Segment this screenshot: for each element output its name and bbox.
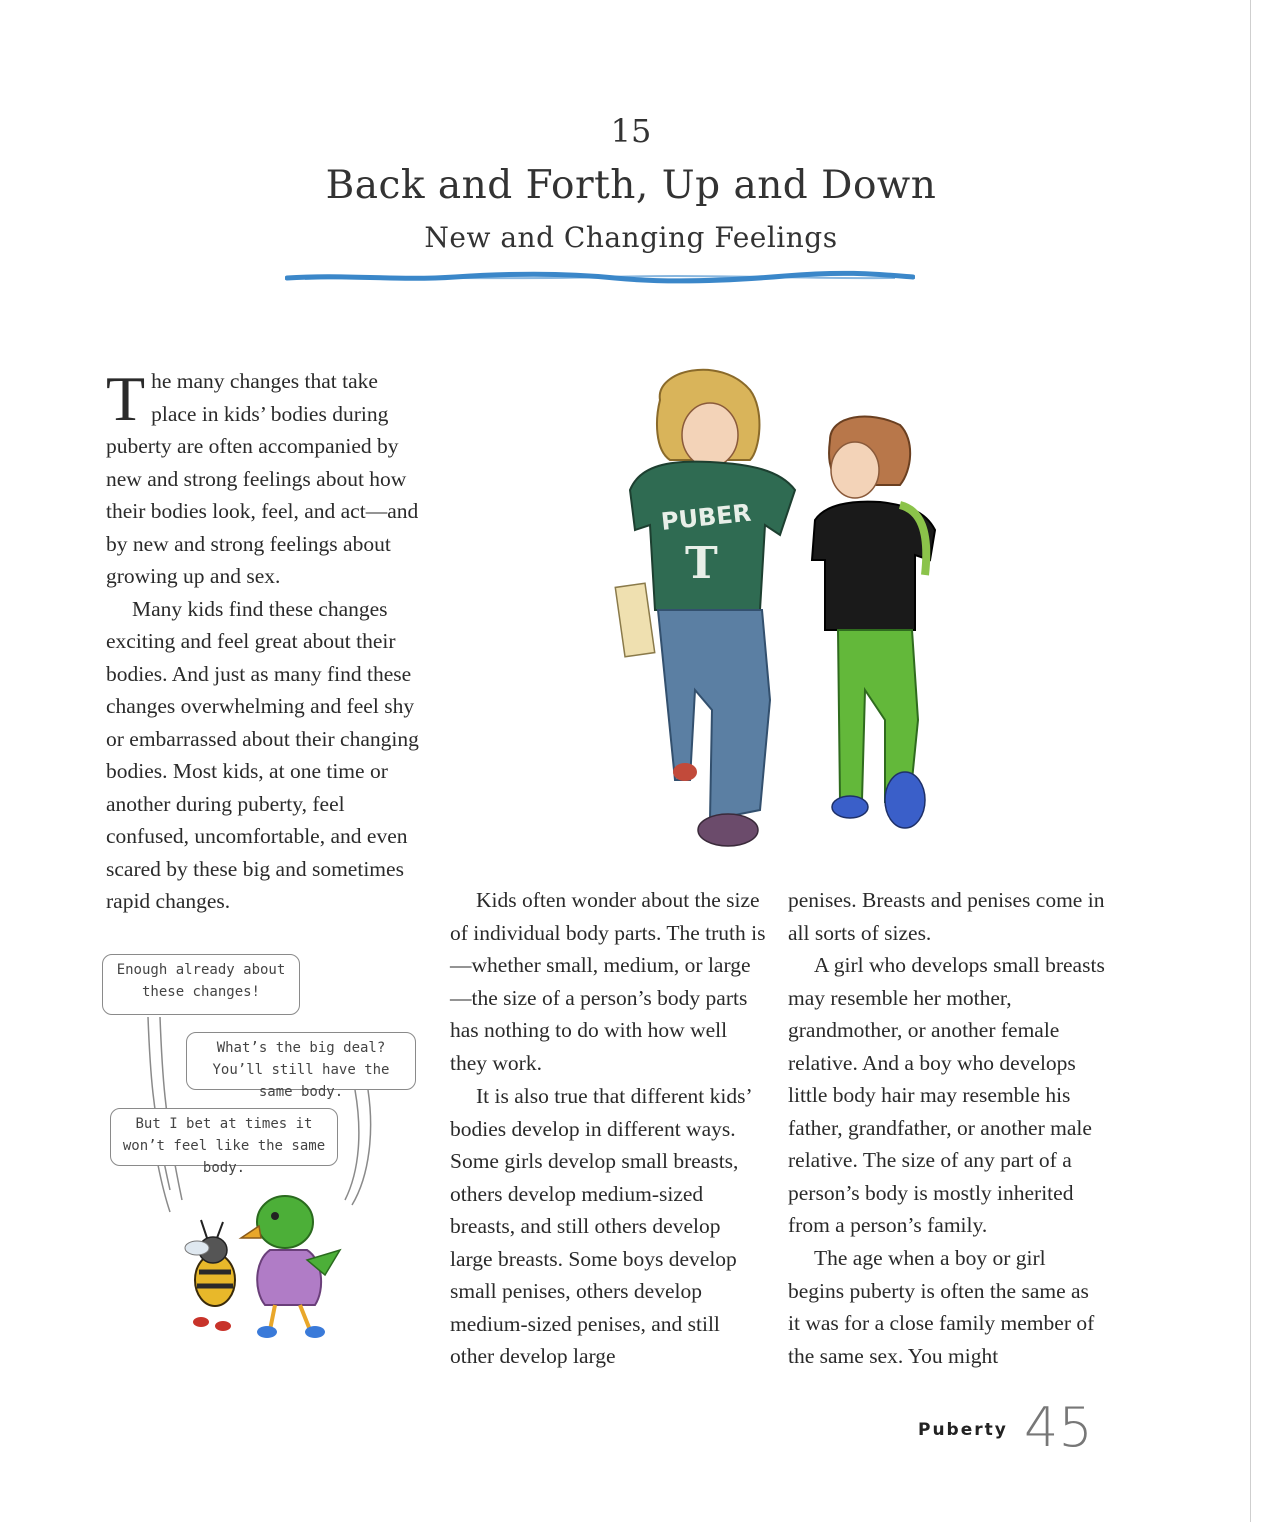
chapter-header bbox=[0, 108, 1262, 256]
speech-bubble-1: Enough already about these changes! bbox=[102, 954, 300, 1015]
shirt-text-bottom: T bbox=[685, 538, 718, 589]
right-paragraph-3: The age when a boy or girl begins puberty is often the same as it was for a close family member of the same sex. You might bbox=[788, 1246, 1095, 1368]
running-footer-section: Puberty bbox=[918, 1420, 1008, 1440]
kids-walking-illustration bbox=[600, 360, 960, 860]
speech-bubble-3: But I bet at times it won’t feel like the same body. bbox=[110, 1108, 338, 1166]
bird-character bbox=[241, 1196, 340, 1338]
intro-paragraph-1 bbox=[106, 365, 421, 593]
middle-paragraph-1: Kids often wonder about the size of individual body parts. The truth is—whether small, medium, or large—the size of a person’s body parts has nothing to do with how well they work. bbox=[450, 888, 766, 1075]
intro-column bbox=[106, 365, 426, 918]
intro-paragraph-1-text: he many changes that take place in kids’ bodies during puberty are often accompanied by new and strong feelings about how their bodies look, feel, and act—and by new and strong feelings about growing up and sex. bbox=[106, 369, 419, 588]
drop-cap: T bbox=[106, 363, 146, 434]
speech-bubble-2: What’s the big deal? You’ll still have the same body. bbox=[186, 1032, 416, 1090]
bee-character bbox=[185, 1220, 235, 1331]
chapter-subtitle: New and Changing Feelings bbox=[424, 221, 838, 254]
bird-and-bee-cartoon bbox=[175, 1180, 355, 1350]
short-kid-figure bbox=[812, 417, 935, 828]
chapter-title: Back and Forth, Up and Down bbox=[325, 163, 937, 208]
right-paragraph-1: penises. Breasts and penises come in all sorts of sizes. bbox=[788, 888, 1105, 945]
middle-paragraph-2: It is also true that different kids’ bodies develop in different ways. Some girls develop small breasts, others develop medium-sized breasts, and still others develop large breasts. Some boys develop small penises, others develop medium-sized penises, and still other develop large bbox=[450, 1084, 752, 1368]
intro-paragraph-2: Many kids find these changes exciting and feel great about their bodies. And just as many find these changes overwhelming and feel shy or embarrassed about their changing bodies. Most kids, at one time or another during puberty, feel confused, uncomfortable, and even scared by these big and sometimes rapid changes. bbox=[106, 596, 419, 913]
tall-kid-figure bbox=[615, 370, 795, 846]
chapter-number: 15 bbox=[610, 112, 652, 150]
shirt-text-top: PUBER bbox=[659, 498, 753, 536]
page-number: 45 bbox=[1024, 1396, 1093, 1459]
right-paragraph-2: A girl who develops small breasts may resemble her mother, grandmother, or another female relative. And a boy who develops little body hair may resemble his father, grandfather, or another male relative. The size of any part of a person’s body is mostly inherited from a person’s family. bbox=[788, 953, 1105, 1237]
decorative-blue-rule bbox=[285, 266, 915, 288]
